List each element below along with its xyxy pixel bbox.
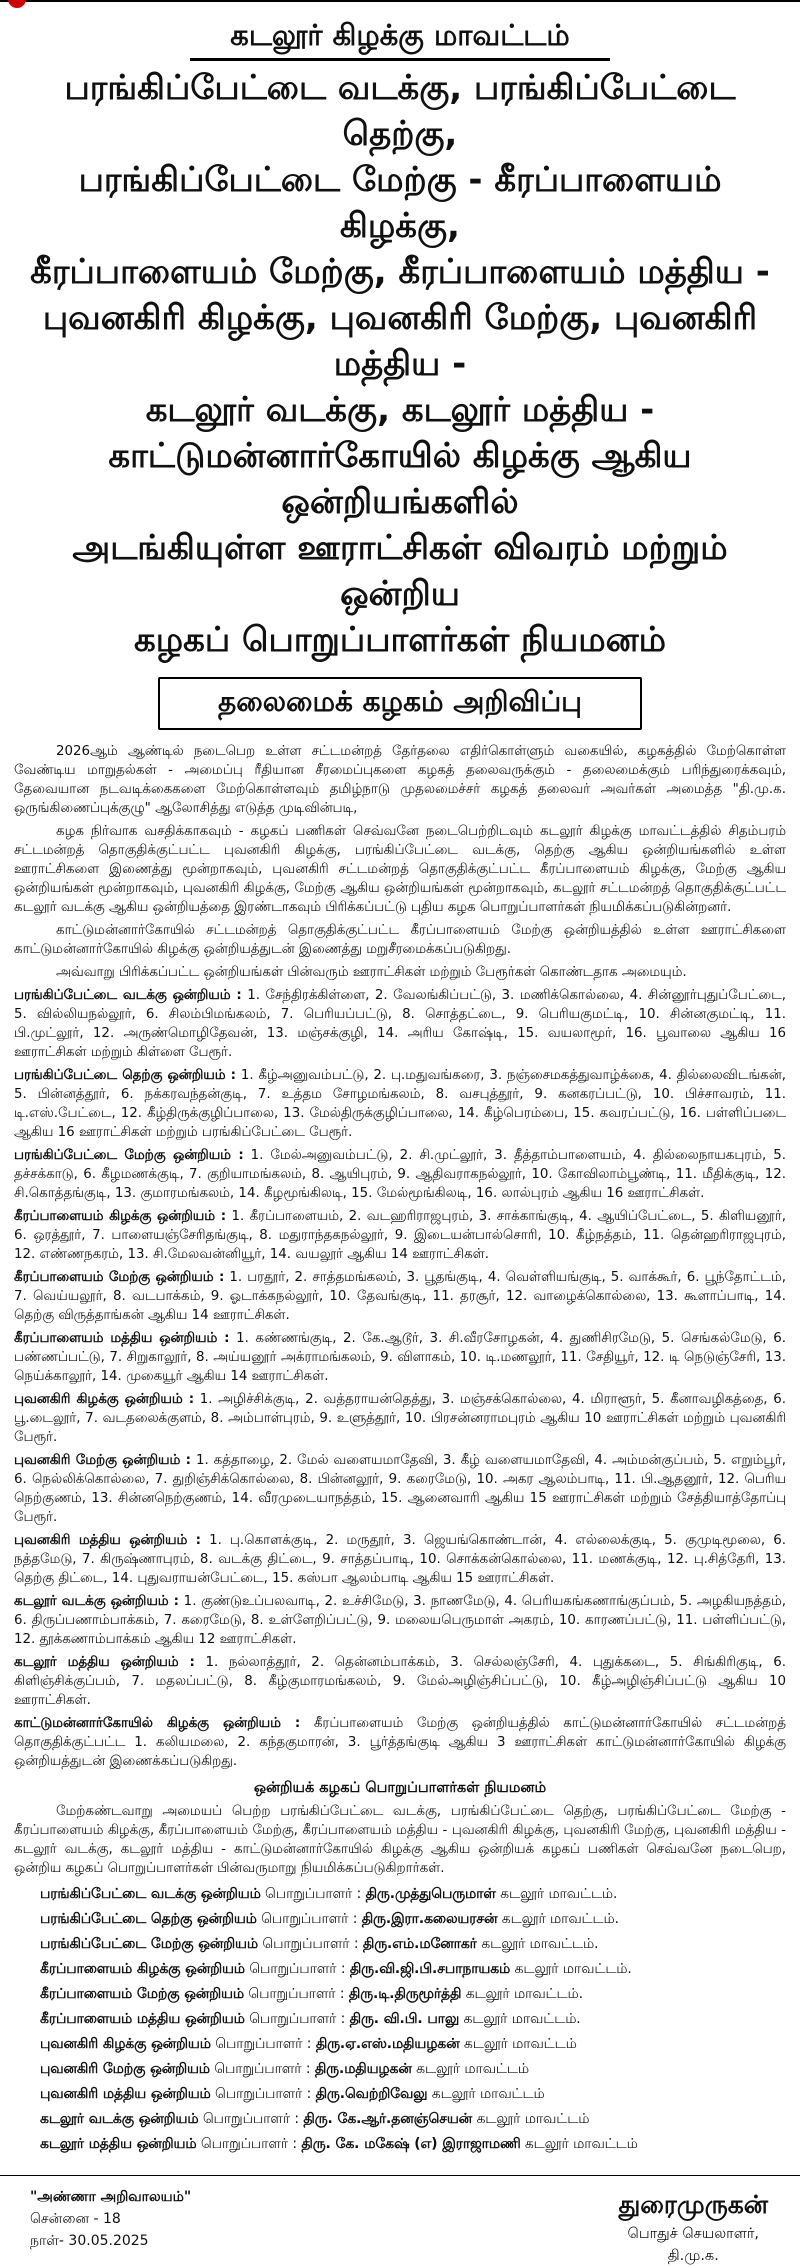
appointment-role: பொறுப்பாளர் : bbox=[260, 1886, 366, 1902]
appointment-row bbox=[14, 2057, 786, 2082]
appointment-district: கடலூர் மாவட்டம் bbox=[411, 2061, 529, 2077]
union-item bbox=[14, 1714, 786, 1771]
appointment-row bbox=[14, 2032, 786, 2057]
top-rule bbox=[0, 0, 800, 8]
headline-line: பரங்கிப்பேட்டை மேற்கு - கீரப்பாளையம் கிழக்கு, bbox=[78, 160, 722, 246]
intro-paragraph: அவ்வாறு பிரிக்கப்பட்ட ஒன்றியங்கள் பின்வரும் ஊராட்சிகள் மற்றும் பேரூர்கள் கொண்டதாக அமையும். bbox=[56, 965, 687, 980]
signatory-designation: பொதுச் செயலாளர், bbox=[627, 2226, 760, 2242]
union-name: கீரப்பாளையம் மத்திய ஒன்றியம் : bbox=[14, 1331, 230, 1346]
union-villages: 1. அழிச்சிக்குடி, 2. வத்தராயன்தெத்து, 3. மஞ்சக்கொல்லை, 4. மிராளூர், 5. கீனாவழிகத்தை, 6. பூ.டைலூர், 7. வடதலைக்குளம், 8. அம்பாள்புரம், 9. உளுத்தூர், 10. பிரசன்னராமபுரம் ஆகிய 10 ஊராட்சிகள் மற்றும் புவனகிரி பேரூர். bbox=[14, 1392, 786, 1445]
union-item bbox=[14, 1146, 786, 1203]
appointment-union: பரங்கிப்பேட்டை வடக்கு ஒன்றியம் bbox=[40, 1886, 261, 1902]
union-name: புவனகிரி மேற்கு ஒன்றியம் : bbox=[14, 1453, 191, 1468]
union-villages: 1. கத்தாழை, 2. மேல் வளையமாதேவி, 3. கீழ் வளையமாதேவி, 4. அம்மன்குப்பம், 5. எறும்பூர், 6. நெல்லிக்கொல்லை, 7. துறிஞ்சிக்கொல்லை, 8. பின்னலூர், 9. கரைமேடு, 10. அகர ஆலம்பாடி, 11. பி.ஆதனூர், 12. பெரிய நெற்குணம், 13. சின்னநெற்குணம், 14. வீரமுடையாநத்தம், 15. ஆனைவாரி ஆகிய 15 ஊராட்சிகள் மற்றும் சேத்தியாத்தோப்பு பேரூர். bbox=[14, 1453, 786, 1525]
union-name: புவனகிரி கிழக்கு ஒன்றியம் : bbox=[14, 1392, 195, 1407]
appointment-district: கடலூர் மாவட்டம். bbox=[461, 1986, 583, 2002]
union-item bbox=[14, 1390, 786, 1447]
union-item bbox=[14, 1268, 786, 1325]
appointment-person: திரு. வி.பி. பாலு bbox=[349, 2011, 460, 2027]
union-villages: 1. பரதூர், 2. சாத்தமங்கலம், 3. பூதங்குடி, 4. வெள்ளியங்குடி, 5. வாக்கூர், 6. பூந்தோட்டம், 7. வெய்யலூர், 8. வடபாக்கம், 9. ஓடாக்கநல்லூர், 10. தேவங்குடி, 11. தரசூர், 12. வாழைக்கொல்லை, 13. கூளாப்பாடி, 14. தெற்கு விருத்தாங்கன் ஆகிய 14 ஊராட்சிகள். bbox=[14, 1270, 786, 1323]
appointment-union: புவனகிரி மேற்கு ஒன்றியம் bbox=[40, 2061, 210, 2077]
appointments-heading: ஒன்றியக் கழகப் பொறுப்பாளர்கள் நியமனம் bbox=[253, 1780, 547, 1796]
appointment-district: கடலூர் மாவட்டம். bbox=[459, 2011, 581, 2027]
appointment-row bbox=[14, 1982, 786, 2007]
announcement-banner: தலைமைக் கழகம் அறிவிப்பு bbox=[158, 677, 642, 730]
appointment-union: புவனகிரி கிழக்கு ஒன்றியம் bbox=[40, 2036, 211, 2052]
appointment-person: திரு.முத்துபெருமாள் bbox=[365, 1886, 496, 1902]
union-item bbox=[14, 1329, 786, 1386]
appointment-row bbox=[14, 2007, 786, 2032]
union-villages: 1. சேந்திரக்கிள்ளை, 2. வேலங்கிப்பட்டு, 3. மணிக்கொல்லை, 4. சின்னூர்புதுப்பேட்டை, 5. வில்லியநல்லூர், 6. சிலம்பிமங்கலம், 7. பெரியப்பட்டு, 8. சொத்தட்டை, 9. பெரியகுமட்டி, 10. சின்னகுமட்டி, 11. பி.முட்லூர், 12. அருண்மொழிதேவன், 13. மஞ்சக்குழி, 14. அரிய கோஷ்டி, 15. வயலாமூர், 16. பூவாலை ஆகிய 16 ஊராட்சிகள் மற்றும் கிள்ளை பேரூர். bbox=[14, 988, 786, 1060]
appointment-union: கடலூர் வடக்கு ஒன்றியம் bbox=[40, 2111, 199, 2127]
headline-line: கழகப் பொறுப்பாளர்கள் நியமனம் bbox=[133, 620, 666, 660]
appointment-role: பொறுப்பாளர் : bbox=[210, 2086, 316, 2102]
appointment-role: பொறுப்பாளர் : bbox=[256, 1911, 362, 1927]
signatory-name: துரைமுருகன் bbox=[618, 2190, 768, 2219]
intro-paragraph: காட்டுமன்னார்கோயில் சட்டமன்றத் தொகுதிக்குட்பட்ட கீரப்பாளையம் மேற்கு ஒன்றியத்தில் உள்ள ஊராட்சிகளை காட்டுமன்னார்கோயில் கிழக்கு ஒன்றியத்துடன் இணைத்து மறுசீரமைக்கப்படுகிறது. bbox=[14, 923, 786, 957]
appointment-district: கடலூர் மாவட்டம். bbox=[495, 1886, 618, 1902]
union-villages: 1. குண்டுஉப்பலவாடி, 2. உச்சிமேடு, 3. நாணமேடு, 4. பெரியகங்கணாங்குப்பம், 5. அழகியநத்தம், 6. திருப்பணாம்பாக்கம், 7. கரைமேடு, 8. உள்ளேறிப்பட்டு, 9. மலையபெருமாள் அகரம், 10. காரணப்பட்டு, 11. பள்ளிப்பட்டு, 12. தூக்கணாம்பாக்கம் ஆகிய 12 ஊராட்சிகள். bbox=[14, 1594, 786, 1647]
appointment-union: கடலூர் மத்திய ஒன்றியம் bbox=[40, 2136, 197, 2152]
intro-paragraph: 2026ஆம் ஆண்டில் நடைபெற உள்ள சட்டமன்றத் தேர்தலை எதிர்கொள்ளும் வகையில், கழகத்தில் மேற்கொள்ள வேண்டிய மாறுதல்கள் - அமைப்பு ரீதியான சீரமைப்புகளை கழகத் தலைவருக்கும் - தலைமைக்கும் பரிந்துரைக்கவும், தேவையான நடவடிக்கைகளை மேற்கொள்ளவும் தமிழ்நாடு முதலமைச்சர் கழகத் தலைவர் அவர்கள் அமைத்த "தி.மு.க. ஒருங்கிணைப்புக்குழு" ஆலோசித்து எடுத்த முடிவின்படி, bbox=[14, 744, 786, 816]
appointment-district: கடலூர் மாவட்டம். bbox=[497, 1911, 620, 1927]
union-villages: கீரப்பாளையம் மேற்கு ஒன்றியத்தில் காட்டுமன்னார்கோயில் சட்டமன்றத் தொகுதிக்குட்பட்ட 1. கலியமலை, 2. கந்தகுமாரன், 3. பூர்த்தங்குடி ஆகிய 3 ஊராட்சிகள் காட்டுமன்னார்கோயில் கிழக்கு ஒன்றியத்துடன் இணைக்கப்படுகிறது. bbox=[14, 1716, 786, 1769]
appointment-role: பொறுப்பாளர் : bbox=[209, 2061, 315, 2077]
party-name: தி.மு.க. bbox=[667, 2248, 719, 2264]
headline-line: பரங்கிப்பேட்டை வடக்கு, பரங்கிப்பேட்டை தெற்கு, bbox=[64, 68, 736, 154]
headline bbox=[14, 65, 786, 663]
appointment-union: பரங்கிப்பேட்டை தெற்கு ஒன்றியம் bbox=[40, 1911, 257, 1927]
appointment-role: பொறுப்பாளர் : bbox=[196, 2136, 302, 2152]
region-title: கடலூர் கிழக்கு மாவட்டம் bbox=[190, 18, 610, 61]
appointment-person: திரு.வெற்றிவேலு bbox=[315, 2086, 428, 2102]
appointment-union: கீரப்பாளையம் மத்திய ஒன்றியம் bbox=[40, 2011, 245, 2027]
appointment-district: கடலூர் மாவட்டம் bbox=[472, 2111, 590, 2127]
union-name: புவனகிரி மத்திய ஒன்றியம் : bbox=[14, 1533, 202, 1548]
union-item bbox=[14, 1451, 786, 1527]
union-item bbox=[14, 1531, 786, 1588]
headline-line: கீரப்பாளையம் மேற்கு, கீரப்பாளையம் மத்திய - bbox=[30, 252, 770, 292]
office-city: சென்னை - 18 bbox=[30, 2211, 121, 2227]
appointment-person: திரு.இரா.கலையரசன் bbox=[361, 1911, 498, 1927]
appointment-role: பொறுப்பாளர் : bbox=[210, 2036, 316, 2052]
union-item bbox=[14, 1592, 786, 1649]
union-item bbox=[14, 1653, 786, 1710]
intro-paragraph: கழக நிர்வாக வசதிக்காகவும் - கழகப் பணிகள் செவ்வனே நடைபெற்றிடவும் கடலூர் கிழக்கு மாவட்டத்தில் சிதம்பரம் சட்டமன்றத் தொகுதிக்குட்பட்ட புவனகிரி கிழக்கு, பரங்கிப்பேட்டை வடக்கு, தெற்கு ஆகிய ஒன்றியங்களில் உள்ள ஊராட்சிகளை இணைத்து மூன்றாகவும், புவனகிரி சட்டமன்றத் தொகுதிக்குட்பட்ட கீரப்பாளையம் கிழக்கு, மேற்கு ஆகிய ஒன்றியங்கள் மூன்றாகவும், புவனகிரி கிழக்கு, மேற்கு ஆகிய ஒன்றியங்கள் மூன்றாகவும், கடலூர் சட்டமன்றத் தொகுதிக்குட்பட்ட கடலூர் வடக்கு ஆகிய ஒன்றியத்தை இரண்டாகவும் பிரிக்கப்பட்டு புதிய கழக பொறுப்பாளர்கள் நியமிக்கப்படுகின்றனர். bbox=[14, 824, 786, 915]
appointment-person: திரு.எம்.மனோகர் bbox=[362, 1936, 477, 1952]
appointment-union: கீரப்பாளையம் மேற்கு ஒன்றியம் bbox=[40, 1986, 244, 2002]
union-villages: 1. நல்லாத்தூர், 2. தென்னம்பாக்கம், 3. செல்லஞ்சேரி, 4. புதுக்கடை, 5. சிங்கிரிகுடி, 6. கிளிஞ்சிக்குப்பம், 7. மதலப்பட்டு, 8. கீழ்குமாரமங்கலம், 9. மேல்அழிஞ்சிப்பட்டு, 10. கீழ்அழிஞ்சிப்பட்டு ஆகிய 10 ஊராட்சிகள். bbox=[14, 1655, 786, 1708]
union-name: பரங்கிப்பேட்டை வடக்கு ஒன்றியம் : bbox=[14, 988, 242, 1003]
union-villages: 1. பு.கொளக்குடி, 2. மருதூர், 3. ஜெயங்கொண்டான், 4. எல்லைக்குடி, 5. குமுடிமூலை, 6. நத்தமேடு, 7. கிருஷ்ணாபுரம், 8. வடக்கு திட்டை, 9. சாத்தப்பாடி, 10. சொக்கன்கொல்லை, 11. மணக்குடி, 12. பு.சித்தேரி, 13. தெற்கு திட்டை, 14. புதுவராயன்பேட்டை, 15. கஸ்பா ஆலம்பாடி ஆகிய 15 ஊராட்சிகள். bbox=[14, 1533, 786, 1586]
appointment-person: திரு.வி.ஜி.பி.சபாநாயகம் bbox=[349, 1961, 511, 1977]
headline-line: அடங்கியுள்ள ஊராட்சிகள் விவரம் மற்றும் ஒன்றிய bbox=[72, 528, 728, 614]
union-name: காட்டுமன்னார்கோயில் கிழக்கு ஒன்றியம் : bbox=[14, 1716, 301, 1731]
union-name: கடலூர் வடக்கு ஒன்றியம் : bbox=[14, 1594, 180, 1609]
headline-line: புவனகிரி கிழக்கு, புவனகிரி மேற்கு, புவனகிரி மத்திய - bbox=[42, 298, 758, 384]
appointments-list bbox=[14, 1882, 786, 2157]
union-name: கீரப்பாளையம் மேற்கு ஒன்றியம் : bbox=[14, 1270, 225, 1285]
appointment-district: கடலூர் மாவட்டம் bbox=[427, 2086, 545, 2102]
appointment-district: கடலூர் மாவட்டம் bbox=[520, 2136, 638, 2152]
appointment-district: கடலூர் மாவட்டம் bbox=[459, 2036, 577, 2052]
appointment-row bbox=[14, 1907, 786, 1932]
appointment-person: திரு.டி.திருமூர்த்தி bbox=[348, 1986, 462, 2002]
union-villages: 1. கீழ்அனுவம்பட்டு, 2. பு.மதுவங்கரை, 3. நஞ்சைமகத்துவாழ்க்கை, 4. தில்லைவிடங்கன், 5. பின்னத்தூர், 6. நக்கரவந்தன்குடி, 7. உத்தம சோழமங்கலம், 8. வசபுத்தூர், 9. கனகரப்பட்டு, 10. பிச்சாவரம், 11. டி.எஸ்.பேட்டை, 12. கீழ்திருக்குழிப்பாலை, 13. மேல்திருக்குழிப்பாலை, 14. கீழ்பெரம்பை, 15. கவரப்பட்டு, 16. பள்ளிப்படை ஆகிய 16 ஊராட்சிகள் மற்றும் பரங்கிப்பேட்டை பேரூர். bbox=[14, 1068, 786, 1140]
appointment-union: புவனகிரி மத்திய ஒன்றியம் bbox=[40, 2086, 211, 2102]
appointment-row bbox=[14, 2107, 786, 2132]
union-name: பரங்கிப்பேட்டை தெற்கு ஒன்றியம் : bbox=[14, 1068, 237, 1083]
appointment-union: பரங்கிப்பேட்டை மேற்கு ஒன்றியம் bbox=[40, 1936, 258, 1952]
appointment-role: பொறுப்பாளர் : bbox=[257, 1936, 363, 1952]
appointment-row bbox=[14, 1932, 786, 1957]
footer bbox=[14, 2176, 786, 2267]
union-villages: 1. கண்ணங்குடி, 2. கே.ஆடூர், 3. சி.வீரசோழகன், 4. துணிசிரமேடு, 5. செங்கல்மேடு, 6. பண்ணப்பட்டு, 7. சிறுகாலூர், 8. அய்யனூர் அக்ராமங்கலம், 9. விளாகம், 10. டி.மணலூர், 11. சேதியூர், 12. டி நெடுஞ்சேரி, 13. நெய்க்காலூர், 14. முகையூர் ஆகிய 14 ஊராட்சிகள். bbox=[14, 1331, 786, 1384]
union-list bbox=[14, 986, 786, 1771]
appointment-role: பொறுப்பாளர் : bbox=[244, 1961, 350, 1977]
headline-line: கடலூர் வடக்கு, கடலூர் மத்திய - bbox=[145, 390, 655, 430]
party-logo-icon bbox=[8, 0, 26, 8]
appointment-role: பொறுப்பாளர் : bbox=[244, 2011, 350, 2027]
appointment-role: பொறுப்பாளர் : bbox=[243, 1986, 349, 2002]
union-item bbox=[14, 986, 786, 1062]
union-name: பரங்கிப்பேட்டை மேற்கு ஒன்றியம் : bbox=[14, 1148, 244, 1163]
appointment-row bbox=[14, 2082, 786, 2107]
notice-date: நாள்- 30.05.2025 bbox=[30, 2233, 149, 2249]
union-villages: 1. மேல்அனுவம்பட்டு, 2. சி.முட்லூர், 3. தீத்தாம்பாளையம், 4. தில்லைநாயகபுரம், 5. தச்சக்காடு, 6. கீழமணக்குடி, 7. குறியாமங்கலம், 8. ஆயிபுரம், 9. ஆதிவராகநல்லூர், 10. கோவிலாம்பூண்டி, 11. மீதிக்குடி, 12. சி.கொத்தங்குடி, 13. குமாரமங்கலம், 14. கீழமூங்கிலடி, 15. மேல்மூங்கிலடி, 16. லால்புரம் ஆகிய 16 ஊராட்சிகள். bbox=[14, 1148, 787, 1201]
signature-block bbox=[619, 2186, 768, 2267]
appointment-person: திரு. கே. மகேஷ் (எ) இராஜாமணி bbox=[301, 2136, 521, 2152]
appointment-person: திரு. கே.ஆர்.தனஞ்செயன் bbox=[303, 2111, 473, 2127]
office-name: "அண்ணா அறிவாலயம்" bbox=[30, 2189, 192, 2205]
appointment-role: பொறுப்பாளர் : bbox=[198, 2111, 304, 2127]
appointment-union: கீரப்பாளையம் கிழக்கு ஒன்றியம் bbox=[40, 1961, 245, 1977]
appointment-row bbox=[14, 1882, 786, 1907]
appointment-district: கடலூர் மாவட்டம். bbox=[510, 1961, 632, 1977]
notice-body bbox=[14, 742, 786, 2157]
appointment-row bbox=[14, 2132, 786, 2157]
headline-line: காட்டுமன்னார்கோயில் கிழக்கு ஆகிய ஒன்றியங்களில் bbox=[108, 436, 692, 522]
union-item bbox=[14, 1066, 786, 1142]
union-name: கீரப்பாளையம் கிழக்கு ஒன்றியம் : bbox=[14, 1209, 227, 1224]
appointment-person: திரு.மதியழகன் bbox=[314, 2061, 412, 2077]
appointment-person: திரு.ஏ.எஸ்.மதியழகன் bbox=[315, 2036, 460, 2052]
union-villages: 1. கீரப்பாளையம், 2. வடஹரிராஜபுரம், 3. சாக்காங்குடி, 4. ஆயிப்பேட்டை, 5. கிளியனூர், 6. ஒரத்தூர், 7. பாளையஞ்சேரிதங்குடி, 8. மதுராந்தகநல்லூர், 9. இடையன்பால்சொரி, 10. கீழ்நத்தம், 11. தென்ஹரிராஜபுரம், 12. எண்ணநகரம், 13. சி.மேலவன்னியூர், 14. வயலூர் ஆகிய 14 ஊராட்சிகள். bbox=[14, 1209, 786, 1262]
appointment-district: கடலூர் மாவட்டம். bbox=[476, 1936, 599, 1952]
appointment-row bbox=[14, 1957, 786, 1982]
appointments-intro: மேற்கண்டவாறு அமையப் பெற்ற பரங்கிப்பேட்டை வடக்கு, பரங்கிப்பேட்டை தெற்கு, பரங்கிப்பேட்டை மேற்கு - கீரப்பாளையம் கிழக்கு, கீரப்பாளையம் மேற்கு, கீரப்பாளையம் மத்திய - புவனகிரி கிழக்கு, புவனகிரி மேற்கு, புவனகிரி மத்திய - கடலூர் வடக்கு, கடலூர் மத்திய - காட்டுமன்னார்கோயில் கிழக்கு ஆகிய ஒன்றியக் கழகப் பணிகள் செவ்வனே நடைபெற, ஒன்றிய கழகப் பொறுப்பாளர்கள் பின்வருமாறு நியமிக்கப்படுகிறார்கள். bbox=[14, 1804, 786, 1876]
union-name: கடலூர் மத்திய ஒன்றியம் : bbox=[14, 1655, 195, 1670]
footer-address bbox=[30, 2186, 191, 2267]
union-item bbox=[14, 1207, 786, 1264]
